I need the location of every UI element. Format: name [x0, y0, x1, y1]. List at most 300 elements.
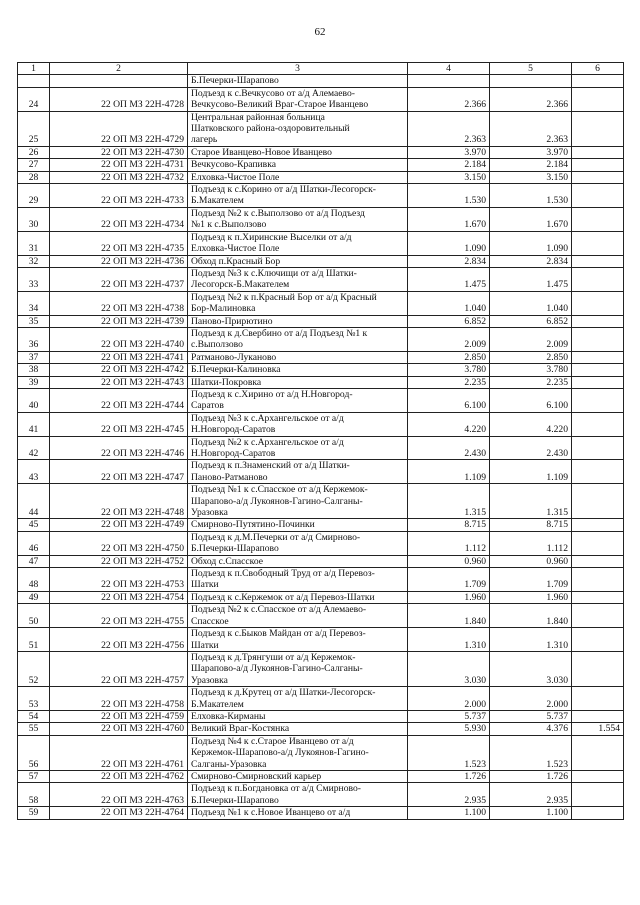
row-number: 32	[18, 255, 50, 267]
roads-table	[17, 62, 624, 820]
length-col-6	[572, 710, 624, 722]
table-row	[18, 351, 624, 363]
road-name-line: Б.Печерки-Шарапово	[191, 543, 279, 555]
road-name-line: Кержемок-Шарапово-а/д Лукоянов-Гагино-	[191, 747, 369, 759]
table-row	[18, 267, 624, 291]
table-row	[18, 735, 624, 770]
table-row	[18, 146, 624, 158]
road-code: 22 ОП МЗ 22Н-4754	[50, 591, 188, 603]
road-name-line: Спасское	[191, 615, 229, 627]
road-code: 22 ОП МЗ 22Н-4743	[50, 376, 188, 388]
road-name-line: Н.Новгород-Саратов	[191, 448, 276, 459]
row-number: 54	[18, 710, 50, 722]
table-row	[18, 75, 624, 87]
road-name-line: Елховка-Кирманы	[191, 710, 266, 722]
length-col-5: 1.530	[490, 184, 572, 208]
table-row	[18, 460, 624, 484]
road-code: 22 ОП МЗ 22Н-4745	[50, 412, 188, 436]
table-row	[18, 412, 624, 436]
length-col-5: 2.935	[490, 783, 572, 807]
length-col-5: 1.112	[490, 531, 572, 555]
length-total: 2.235	[408, 376, 490, 388]
length-col-6: 1.554	[572, 723, 624, 735]
table-row	[18, 184, 624, 208]
road-name	[188, 171, 408, 183]
row-number: 34	[18, 291, 50, 315]
road-name-line: Подъезд №4 к с.Старое Иванцево от а/д	[191, 735, 354, 747]
road-name-line: Б.Макателем	[191, 698, 244, 710]
road-name	[188, 146, 408, 158]
row-number: 39	[18, 376, 50, 388]
road-name-line: Подъезд к п.Богдановка от а/д Смирново-	[191, 783, 361, 795]
length-total: 5.737	[408, 710, 490, 722]
length-col-5: 1.840	[490, 604, 572, 628]
road-code: 22 ОП МЗ 22Н-4729	[50, 111, 188, 146]
road-code: 22 ОП МЗ 22Н-4756	[50, 628, 188, 652]
table-row	[18, 207, 624, 231]
length-col-5: 1.523	[490, 735, 572, 770]
length-total: 1.112	[408, 531, 490, 555]
road-code: 22 ОП МЗ 22Н-4759	[50, 710, 188, 722]
road-name-line: Обход п.Красный Бор	[191, 255, 281, 267]
length-col-6	[572, 783, 624, 807]
road-code: 22 ОП МЗ 22Н-4753	[50, 568, 188, 592]
length-total: 2.184	[408, 159, 490, 171]
road-name-line: Старое Иванцево-Новое Иванцево	[191, 146, 332, 158]
road-name	[188, 604, 408, 628]
length-col-6	[572, 436, 624, 460]
road-name	[188, 807, 408, 819]
road-name-line: Подъезд к с.Корино от а/д Шатки-Лесогорск-	[191, 184, 376, 196]
length-col-6	[572, 351, 624, 363]
length-total: 5.930	[408, 723, 490, 735]
road-name-line: Обход с.Спасское	[191, 555, 263, 567]
road-name-line: Подъезд к с.Кержемок от а/д Перевоз-Шатки	[191, 591, 375, 603]
road-name-line: Уразовка	[191, 507, 228, 519]
length-col-6	[572, 111, 624, 146]
length-col-6	[572, 315, 624, 327]
road-name	[188, 75, 408, 87]
row-number: 47	[18, 555, 50, 567]
table-row	[18, 710, 624, 722]
length-col-6	[572, 568, 624, 592]
length-col-5	[490, 75, 572, 87]
row-number: 52	[18, 651, 50, 686]
length-total: 1.523	[408, 735, 490, 770]
length-col-5: 6.100	[490, 388, 572, 412]
row-number: 43	[18, 460, 50, 484]
header-col-4: 4	[408, 63, 490, 75]
length-col-6	[572, 159, 624, 171]
length-total: 1.090	[408, 231, 490, 255]
length-col-6	[572, 807, 624, 819]
road-name-line: Подъезд к д.Крутец от а/д Шатки-Лесогорск-	[191, 687, 376, 699]
length-total: 1.726	[408, 770, 490, 782]
road-name	[188, 364, 408, 376]
length-col-6	[572, 146, 624, 158]
road-name-line: Н.Новгород-Саратов	[191, 424, 276, 436]
road-code: 22 ОП МЗ 22Н-4742	[50, 364, 188, 376]
road-name-line: Б.Макателем	[191, 195, 244, 207]
length-total: 2.366	[408, 87, 490, 111]
row-number: 24	[18, 87, 50, 111]
table-row	[18, 770, 624, 782]
row-number	[18, 75, 50, 87]
road-code: 22 ОП МЗ 22Н-4750	[50, 531, 188, 555]
road-code: 22 ОП МЗ 22Н-4728	[50, 87, 188, 111]
header-col-6: 6	[572, 63, 624, 75]
table-row	[18, 807, 624, 819]
road-code: 22 ОП МЗ 22Н-4733	[50, 184, 188, 208]
length-total: 4.220	[408, 412, 490, 436]
road-code	[50, 75, 188, 87]
length-total: 1.670	[408, 207, 490, 231]
length-col-5: 1.040	[490, 291, 572, 315]
road-name-line: Подъезд №3 к с.Архангельское от а/д	[191, 412, 344, 424]
road-code: 22 ОП МЗ 22Н-4739	[50, 315, 188, 327]
row-number: 37	[18, 351, 50, 363]
row-number: 55	[18, 723, 50, 735]
table-row	[18, 531, 624, 555]
length-col-5: 4.220	[490, 412, 572, 436]
road-code: 22 ОП МЗ 22Н-4757	[50, 651, 188, 686]
road-name-line: Подъезд к д.М.Печерки от а/д Смирново-	[191, 531, 361, 543]
road-code: 22 ОП МЗ 22Н-4746	[50, 436, 188, 460]
road-name-line: Подъезд к д.Свербино от а/д Подъезд №1 к	[191, 327, 368, 339]
length-col-6	[572, 555, 624, 567]
road-name-line: Б.Печерки-Калиновка	[191, 364, 281, 376]
road-name-line: Б.Печерки-Шарапово	[191, 75, 279, 87]
length-total: 1.109	[408, 460, 490, 484]
length-total: 1.100	[408, 807, 490, 819]
row-number: 45	[18, 519, 50, 531]
road-code: 22 ОП МЗ 22Н-4761	[50, 735, 188, 770]
length-col-6	[572, 735, 624, 770]
length-total: 1.530	[408, 184, 490, 208]
length-col-6	[572, 255, 624, 267]
table-row	[18, 291, 624, 315]
length-col-5: 0.960	[490, 555, 572, 567]
road-name-line: Подъезд №2 к с.Спасское от а/д Алемаево-	[191, 604, 367, 616]
road-name	[188, 519, 408, 531]
road-name-line: Подъезд к п.Свободный Труд от а/д Перевоз-	[191, 568, 375, 580]
length-col-6	[572, 171, 624, 183]
length-col-5: 1.709	[490, 568, 572, 592]
road-name-line: Шарапово-а/д Лукоянов-Гагино-Салганы-	[191, 495, 363, 507]
row-number: 41	[18, 412, 50, 436]
road-name-line: Подъезд к п.Хиринские Выселки от а/д	[191, 231, 352, 243]
road-code: 22 ОП МЗ 22Н-4741	[50, 351, 188, 363]
table-row	[18, 591, 624, 603]
road-name	[188, 770, 408, 782]
table-row	[18, 687, 624, 711]
road-name	[188, 783, 408, 807]
road-name-line: Подъезд к с.Вечкусово от а/д Алемаево-	[191, 87, 355, 99]
length-col-6	[572, 184, 624, 208]
row-number: 58	[18, 783, 50, 807]
length-col-6	[572, 591, 624, 603]
row-number: 51	[18, 628, 50, 652]
road-name-line: Подъезд №3 к с.Ключищи от а/д Шатки-	[191, 267, 357, 279]
road-code: 22 ОП МЗ 22Н-4764	[50, 807, 188, 819]
length-total: 6.100	[408, 388, 490, 412]
road-name-line: Шатки-Покровка	[191, 376, 262, 388]
road-code: 22 ОП МЗ 22Н-4738	[50, 291, 188, 315]
road-name	[188, 531, 408, 555]
length-total: 0.960	[408, 555, 490, 567]
length-col-5: 5.737	[490, 710, 572, 722]
road-name	[188, 184, 408, 208]
road-code: 22 ОП МЗ 22Н-4758	[50, 687, 188, 711]
road-name	[188, 651, 408, 686]
road-name	[188, 231, 408, 255]
road-code: 22 ОП МЗ 22Н-4731	[50, 159, 188, 171]
length-col-6	[572, 531, 624, 555]
length-col-5: 1.670	[490, 207, 572, 231]
length-col-5: 2.184	[490, 159, 572, 171]
road-name-line: №1 к с.Выползово	[191, 219, 267, 231]
table-row	[18, 231, 624, 255]
length-col-6	[572, 628, 624, 652]
row-number: 56	[18, 735, 50, 770]
road-name-line: Смирново-Путятино-Починки	[191, 519, 315, 531]
length-col-6	[572, 484, 624, 519]
road-name-line: с.Выползово	[191, 339, 243, 351]
length-total: 3.030	[408, 651, 490, 686]
road-name-line: Вечкусово-Крапивка	[191, 159, 276, 171]
table-row	[18, 783, 624, 807]
length-col-5: 2.009	[490, 327, 572, 351]
road-name-line: лагерь	[191, 134, 218, 146]
length-col-5: 1.109	[490, 460, 572, 484]
length-col-5: 1.726	[490, 770, 572, 782]
length-col-5: 1.090	[490, 231, 572, 255]
length-col-5: 3.970	[490, 146, 572, 158]
length-total: 2.009	[408, 327, 490, 351]
length-total: 2.935	[408, 783, 490, 807]
road-name	[188, 376, 408, 388]
row-number: 26	[18, 146, 50, 158]
road-name	[188, 687, 408, 711]
length-total: 2.834	[408, 255, 490, 267]
road-name	[188, 591, 408, 603]
row-number: 40	[18, 388, 50, 412]
road-code: 22 ОП МЗ 22Н-4752	[50, 555, 188, 567]
row-number: 31	[18, 231, 50, 255]
length-total: 2.363	[408, 111, 490, 146]
road-name-line: Подъезд №2 к с.Архангельское от а/д	[191, 436, 344, 448]
road-name-line: Шатковского района-оздоровительный	[191, 123, 350, 135]
road-code: 22 ОП МЗ 22Н-4730	[50, 146, 188, 158]
road-name-line: Уразовка	[191, 674, 228, 686]
road-name	[188, 159, 408, 171]
row-number: 53	[18, 687, 50, 711]
length-col-6	[572, 412, 624, 436]
road-name	[188, 568, 408, 592]
length-col-6	[572, 231, 624, 255]
length-total: 1.709	[408, 568, 490, 592]
header-col-1: 1	[18, 63, 50, 75]
row-number: 48	[18, 568, 50, 592]
table-row	[18, 484, 624, 519]
page-number: 62	[314, 26, 326, 38]
road-name-line: Елховка-Чистое Поле	[191, 171, 280, 183]
table-row	[18, 723, 624, 735]
length-col-5: 3.780	[490, 364, 572, 376]
road-name	[188, 436, 408, 460]
road-name-line: Шатки	[191, 639, 219, 651]
road-name-line: Подъезд к с.Хирино от а/д Н.Новгород-	[191, 388, 353, 400]
road-name	[188, 710, 408, 722]
road-name	[188, 484, 408, 519]
length-total: 3.150	[408, 171, 490, 183]
length-total: 8.715	[408, 519, 490, 531]
length-total: 1.840	[408, 604, 490, 628]
row-number: 42	[18, 436, 50, 460]
road-name-line: Подъезд к д.Трянгуши от а/д Кержемок-	[191, 651, 356, 663]
row-number: 36	[18, 327, 50, 351]
road-code: 22 ОП МЗ 22Н-4755	[50, 604, 188, 628]
road-code: 22 ОП МЗ 22Н-4734	[50, 207, 188, 231]
length-col-6	[572, 291, 624, 315]
road-code: 22 ОП МЗ 22Н-4732	[50, 171, 188, 183]
length-col-5: 2.834	[490, 255, 572, 267]
road-name-line: Подъезд к с.Быков Майдан от а/д Перевоз-	[191, 628, 366, 640]
road-name-line: Паново-Ратманово	[191, 471, 268, 483]
length-col-6	[572, 604, 624, 628]
length-col-6	[572, 364, 624, 376]
length-col-5: 1.315	[490, 484, 572, 519]
length-col-5: 8.715	[490, 519, 572, 531]
row-number: 59	[18, 807, 50, 819]
length-col-6	[572, 687, 624, 711]
length-total: 3.780	[408, 364, 490, 376]
table-row	[18, 315, 624, 327]
table-row	[18, 651, 624, 686]
road-name	[188, 735, 408, 770]
road-code: 22 ОП МЗ 22Н-4737	[50, 267, 188, 291]
table-row	[18, 436, 624, 460]
row-number: 44	[18, 484, 50, 519]
row-number: 28	[18, 171, 50, 183]
length-total	[408, 75, 490, 87]
road-name	[188, 388, 408, 412]
road-name-line: Шатки	[191, 579, 219, 591]
road-code: 22 ОП МЗ 22Н-4763	[50, 783, 188, 807]
table-row	[18, 255, 624, 267]
table-row	[18, 327, 624, 351]
road-code: 22 ОП МЗ 22Н-4762	[50, 770, 188, 782]
length-total: 1.960	[408, 591, 490, 603]
length-col-6	[572, 75, 624, 87]
row-number: 38	[18, 364, 50, 376]
road-name-line: Центральная районная больница	[191, 111, 325, 123]
table-row	[18, 364, 624, 376]
road-name-line: Подъезд №1 к с.Новое Иванцево от а/д	[191, 807, 351, 819]
road-name-line: Салганы-Уразовка	[191, 758, 267, 770]
length-col-6	[572, 267, 624, 291]
table-row	[18, 159, 624, 171]
road-name-line: Вечкусово-Великий Враг-Старое Иванцево	[191, 99, 369, 111]
length-col-5: 2.363	[490, 111, 572, 146]
header-col-2: 2	[50, 63, 188, 75]
row-number: 25	[18, 111, 50, 146]
length-col-6	[572, 87, 624, 111]
table-row	[18, 388, 624, 412]
road-name-line: Б.Печерки-Шарапово	[191, 794, 279, 806]
table-row	[18, 628, 624, 652]
length-col-6	[572, 519, 624, 531]
table-row	[18, 171, 624, 183]
row-number: 29	[18, 184, 50, 208]
length-col-5: 2.000	[490, 687, 572, 711]
length-col-5: 2.366	[490, 87, 572, 111]
header-col-5: 5	[490, 63, 572, 75]
length-total: 1.040	[408, 291, 490, 315]
length-total: 6.852	[408, 315, 490, 327]
length-col-5: 2.430	[490, 436, 572, 460]
road-name	[188, 723, 408, 735]
road-code: 22 ОП МЗ 22Н-4744	[50, 388, 188, 412]
table-row	[18, 111, 624, 146]
road-name	[188, 460, 408, 484]
road-name	[188, 291, 408, 315]
length-col-5: 3.030	[490, 651, 572, 686]
road-code: 22 ОП МЗ 22Н-4747	[50, 460, 188, 484]
length-col-5: 1.310	[490, 628, 572, 652]
road-name	[188, 267, 408, 291]
road-name-line: Лесогорск-Б.Макателем	[191, 279, 290, 291]
road-code: 22 ОП МЗ 22Н-4748	[50, 484, 188, 519]
header-col-3: 3	[188, 63, 408, 75]
road-name	[188, 207, 408, 231]
road-name	[188, 351, 408, 363]
row-number: 49	[18, 591, 50, 603]
length-total: 1.315	[408, 484, 490, 519]
road-code: 22 ОП МЗ 22Н-4735	[50, 231, 188, 255]
road-name	[188, 315, 408, 327]
road-name	[188, 555, 408, 567]
length-col-5: 2.850	[490, 351, 572, 363]
road-name-line: Великий Враг-Костянка	[191, 723, 290, 735]
road-code: 22 ОП МЗ 22Н-4740	[50, 327, 188, 351]
road-name-line: Паново-Прирютино	[191, 315, 273, 327]
row-number: 50	[18, 604, 50, 628]
road-name	[188, 327, 408, 351]
row-number: 57	[18, 770, 50, 782]
road-code: 22 ОП МЗ 22Н-4760	[50, 723, 188, 735]
road-name-line: Смирново-Смирновский карьер	[191, 770, 322, 782]
row-number: 35	[18, 315, 50, 327]
length-total: 1.475	[408, 267, 490, 291]
road-name-line: Шарапово-а/д Лукоянов-Гагино-Салганы-	[191, 663, 363, 675]
length-col-5: 1.960	[490, 591, 572, 603]
row-number: 27	[18, 159, 50, 171]
length-col-5: 2.235	[490, 376, 572, 388]
length-col-6	[572, 207, 624, 231]
road-name	[188, 87, 408, 111]
length-col-5: 1.100	[490, 807, 572, 819]
road-name-line: Саратов	[191, 400, 224, 412]
table-header-row	[18, 63, 624, 75]
road-name	[188, 412, 408, 436]
length-total: 2.430	[408, 436, 490, 460]
length-total: 2.000	[408, 687, 490, 711]
length-total: 2.850	[408, 351, 490, 363]
length-total: 3.970	[408, 146, 490, 158]
table-row	[18, 555, 624, 567]
road-code: 22 ОП МЗ 22Н-4736	[50, 255, 188, 267]
